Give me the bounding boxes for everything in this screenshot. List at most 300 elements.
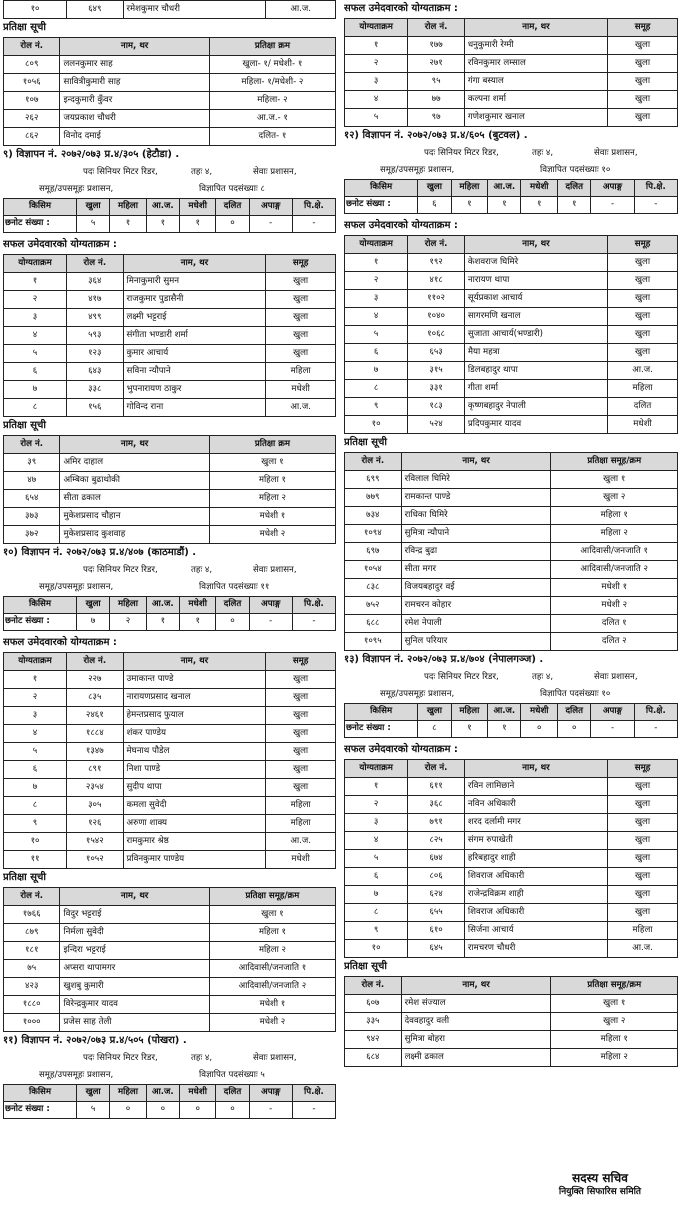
column-header: समूह bbox=[266, 255, 336, 273]
table-header-row bbox=[345, 760, 678, 778]
waiting-list-table bbox=[344, 976, 678, 1067]
column-header: खुला bbox=[418, 180, 451, 197]
table-cell: ४१७ bbox=[67, 291, 123, 309]
table-cell: ८३५ bbox=[67, 689, 123, 707]
table-cell: खुला bbox=[608, 254, 678, 272]
waiting-list-heading: प्रतिक्षा सूची bbox=[344, 437, 387, 448]
continued-row-table bbox=[3, 0, 336, 19]
waiting-list-heading: प्रतिक्षा सूची bbox=[344, 961, 387, 972]
table-cell: खुला bbox=[266, 707, 336, 725]
table-cell: ४ bbox=[345, 832, 408, 850]
column-header: किसिम bbox=[345, 180, 418, 197]
table-cell: १०५६ bbox=[4, 74, 60, 92]
table-cell: १८८४ bbox=[67, 725, 123, 743]
column-header: पि.क्षे. bbox=[292, 1085, 335, 1102]
column-header: आ.ज. bbox=[146, 199, 179, 216]
table-cell: ८७९ bbox=[4, 924, 60, 942]
post-details bbox=[3, 164, 336, 181]
table-cell: गीता शर्मा bbox=[464, 380, 607, 398]
signature-block bbox=[525, 1170, 675, 1199]
table-cell: - bbox=[292, 614, 335, 631]
table-cell: अम्बिका बुढाथोकी bbox=[60, 472, 209, 490]
table-cell: १९२ bbox=[408, 254, 465, 272]
table-cell: महिला- १/मधेशी- २ bbox=[209, 74, 335, 92]
table-row bbox=[345, 561, 678, 579]
table-cell: २ bbox=[345, 272, 408, 290]
table-cell: दलित- १ bbox=[209, 128, 335, 146]
table-cell: खुला bbox=[266, 671, 336, 689]
table-row bbox=[345, 1031, 678, 1049]
post-name: पदः सिनियर मिटर रिडर, bbox=[83, 565, 158, 575]
table-cell: खुला bbox=[608, 55, 678, 73]
table-cell: महिला २ bbox=[209, 490, 335, 508]
table-cell: खुला bbox=[608, 326, 678, 344]
column-header: नाम, थर bbox=[401, 977, 551, 995]
column-header: रोल नं. bbox=[4, 38, 60, 56]
table-row bbox=[345, 796, 678, 814]
table-row bbox=[4, 960, 336, 978]
table-cell: खुशबु कुमारी bbox=[60, 978, 209, 996]
table-cell: महिला १ bbox=[551, 507, 678, 525]
table-row bbox=[4, 996, 336, 1014]
table-cell: प्रजेस साह तेली bbox=[60, 1014, 209, 1032]
table-cell: खुला bbox=[266, 779, 336, 797]
group-details bbox=[3, 1067, 336, 1084]
table-cell: ७ bbox=[77, 614, 110, 631]
table-cell: आ.ज. bbox=[608, 940, 678, 958]
column-header: महिला bbox=[110, 597, 147, 614]
table-header-row bbox=[4, 199, 336, 216]
table-cell: ६७४ bbox=[408, 850, 465, 868]
table-cell: खुला bbox=[608, 850, 678, 868]
post-level: तहः ४, bbox=[191, 565, 213, 575]
table-row bbox=[4, 56, 336, 74]
table-cell: १ bbox=[488, 721, 521, 738]
column-header: आ.ज. bbox=[488, 180, 521, 197]
post-service: सेवाः प्रशासन, bbox=[594, 672, 638, 682]
signature-title: सदस्य सचिव bbox=[572, 1171, 628, 1185]
table-cell: ५ bbox=[345, 850, 408, 868]
table-cell: निर्मला सुवेदी bbox=[60, 924, 209, 942]
table-row bbox=[4, 345, 336, 363]
table-cell: खुला bbox=[608, 868, 678, 886]
column-header: महिला bbox=[451, 180, 488, 197]
table-cell: १ bbox=[179, 216, 216, 233]
column-header: किसिम bbox=[4, 199, 77, 216]
table-row bbox=[345, 344, 678, 362]
table-cell: १७७ bbox=[408, 37, 465, 55]
success-candidates-heading: सफल उमेदवारको योग्यताक्रम : bbox=[3, 239, 117, 250]
table-cell: राधिका घिमिरे bbox=[401, 507, 551, 525]
table-cell: ३६८ bbox=[408, 796, 465, 814]
table-row bbox=[345, 814, 678, 832]
table-cell: खुला bbox=[266, 309, 336, 327]
waiting-list-heading: प्रतिक्षा सूची bbox=[3, 22, 46, 33]
column-header: अपाङ्ग bbox=[591, 180, 634, 197]
table-row bbox=[345, 832, 678, 850]
column-header: प्रतिक्षा क्रम bbox=[209, 38, 335, 56]
table-cell: हेमन्तप्रसाद फुयाल bbox=[123, 707, 266, 725]
table-cell: सुनिल परियार bbox=[401, 633, 551, 651]
table-cell: १ bbox=[146, 216, 179, 233]
table-cell: आदिवासी/जनजाति १ bbox=[551, 543, 678, 561]
column-header: समूह bbox=[266, 653, 336, 671]
table-cell: खुला bbox=[266, 689, 336, 707]
success-list-table bbox=[3, 254, 336, 417]
table-cell: ७ bbox=[345, 886, 408, 904]
waiting-list-table bbox=[3, 37, 336, 146]
table-cell: केशवराज घिमिरे bbox=[464, 254, 607, 272]
table-cell: ६९७ bbox=[345, 543, 402, 561]
table-header-row bbox=[4, 255, 336, 273]
table-cell: १ bbox=[345, 254, 408, 272]
table-row bbox=[4, 309, 336, 327]
table-cell: २४६१ bbox=[67, 707, 123, 725]
table-cell: छनोट संख्या : bbox=[345, 721, 418, 738]
column-header: योग्यताक्रम bbox=[345, 19, 408, 37]
table-cell: महिला bbox=[266, 815, 336, 833]
table-cell: ३६४ bbox=[67, 273, 123, 291]
table-cell: गोविन्द राना bbox=[123, 399, 266, 417]
table-cell: ३ bbox=[345, 290, 408, 308]
table-row bbox=[4, 74, 336, 92]
table-cell: ८ bbox=[4, 797, 67, 815]
column-header: नाम, थर bbox=[60, 436, 209, 454]
table-cell: प्रविनकुमार पाण्डेय bbox=[123, 851, 266, 869]
table-row bbox=[4, 851, 336, 869]
table-cell: मधेशी २ bbox=[209, 1014, 335, 1032]
table-row bbox=[4, 797, 336, 815]
table-row bbox=[4, 399, 336, 417]
table-cell: ७ bbox=[4, 779, 67, 797]
table-cell: धनुकुमारी रेग्मी bbox=[464, 37, 607, 55]
table-cell: ८९१ bbox=[67, 761, 123, 779]
column-header: अपाङ्ग bbox=[249, 1085, 292, 1102]
table-cell: ५ bbox=[4, 743, 67, 761]
table-cell: महिला bbox=[266, 363, 336, 381]
table-cell: महिला २ bbox=[551, 1049, 678, 1067]
table-cell: २३५४ bbox=[67, 779, 123, 797]
post-service: सेवाः प्रशासन, bbox=[253, 565, 297, 575]
advertisement-heading: १३) विज्ञापन नं. २०७२/०७३ प्र.४/७०४ (नेपालगञ्ज) . bbox=[344, 654, 544, 665]
table-cell: १८१ bbox=[4, 942, 60, 960]
table-cell: १० bbox=[4, 1, 67, 19]
advertisement-heading: १२) विज्ञापन नं. २०७२/०७३ प्र.४/६०५ (बुटवल) . bbox=[344, 130, 528, 141]
table-cell: महिला २ bbox=[209, 942, 335, 960]
table-cell: छनोट संख्या : bbox=[345, 197, 418, 214]
table-cell: रामचरन कोहार bbox=[401, 597, 551, 615]
table-row bbox=[345, 633, 678, 651]
post-details bbox=[3, 562, 336, 579]
table-cell: २ bbox=[4, 291, 67, 309]
table-cell: मेघनाथ पौडेल bbox=[123, 743, 266, 761]
table-row bbox=[4, 472, 336, 490]
column-header: खुला bbox=[418, 704, 451, 721]
table-row bbox=[345, 922, 678, 940]
table-cell: खुला bbox=[608, 308, 678, 326]
table-row bbox=[4, 1014, 336, 1032]
table-cell: खुला bbox=[608, 344, 678, 362]
table-row bbox=[345, 597, 678, 615]
selection-summary-table bbox=[3, 198, 336, 233]
table-cell: ३३५ bbox=[345, 1013, 402, 1031]
table-cell: देववहादुर वली bbox=[401, 1013, 551, 1031]
table-cell: सीता मगर bbox=[401, 561, 551, 579]
table-cell: शिवराज अधिकारी bbox=[464, 904, 607, 922]
table-cell: सुजाता आचार्य(भण्डारी) bbox=[464, 326, 607, 344]
table-cell: शरद दर्लामी मगर bbox=[464, 814, 607, 832]
column-header: योग्यताक्रम bbox=[345, 236, 408, 254]
table-row bbox=[345, 721, 678, 738]
table-cell: ७९१ bbox=[408, 814, 465, 832]
table-row bbox=[345, 109, 678, 127]
selection-summary-table bbox=[3, 1084, 336, 1119]
table-row bbox=[345, 525, 678, 543]
table-cell: ६११ bbox=[408, 778, 465, 796]
column-header: रोल नं. bbox=[345, 453, 402, 471]
table-cell: १८३ bbox=[408, 398, 465, 416]
table-cell: आ.ज.- १ bbox=[209, 110, 335, 128]
table-cell: ८०६ bbox=[408, 868, 465, 886]
table-cell: महिला- २ bbox=[209, 92, 335, 110]
success-list-table bbox=[344, 18, 678, 127]
column-header: समूह bbox=[608, 760, 678, 778]
table-cell: ३७३ bbox=[4, 508, 60, 526]
table-cell: १० bbox=[345, 416, 408, 434]
column-header: दलित bbox=[216, 1085, 249, 1102]
post-group: समूह/उपसमूहः प्रशासन, bbox=[39, 1070, 114, 1080]
table-cell: रविनकुमार लम्साल bbox=[464, 55, 607, 73]
table-cell: खुला bbox=[608, 832, 678, 850]
table-cell: १०५४ bbox=[345, 561, 402, 579]
table-row bbox=[345, 416, 678, 434]
success-candidates-heading: सफल उमेदवारको योग्यताक्रम : bbox=[344, 220, 458, 231]
table-cell: लक्ष्मी ढकाल bbox=[401, 1049, 551, 1067]
selection-summary-table bbox=[344, 703, 678, 738]
table-cell: १ bbox=[345, 778, 408, 796]
column-header: समूह bbox=[608, 236, 678, 254]
table-cell: सुदीप थापा bbox=[123, 779, 266, 797]
table-cell: संगम रुपाखेती bbox=[464, 832, 607, 850]
table-cell: ६ bbox=[4, 761, 67, 779]
table-row bbox=[4, 291, 336, 309]
table-cell: इन्दकुमारी कुँवर bbox=[60, 92, 209, 110]
table-cell: १०९५ bbox=[345, 633, 402, 651]
table-cell: ६५३ bbox=[408, 344, 465, 362]
post-service: सेवाः प्रशासन, bbox=[253, 167, 297, 177]
table-cell: खुला bbox=[608, 796, 678, 814]
column-header: आ.ज. bbox=[146, 1085, 179, 1102]
table-cell: ० bbox=[110, 1102, 147, 1119]
table-row bbox=[345, 326, 678, 344]
table-cell: सूर्यप्रकाश आचार्य bbox=[464, 290, 607, 308]
table-cell: शिवराज अधिकारी bbox=[464, 868, 607, 886]
post-name: पदः सिनियर मिटर रिडर, bbox=[424, 672, 499, 682]
table-cell: - bbox=[591, 721, 634, 738]
table-cell: ६२४ bbox=[408, 886, 465, 904]
table-cell: १७६६ bbox=[4, 906, 60, 924]
column-header: रोल नं. bbox=[408, 236, 465, 254]
table-header-row bbox=[4, 597, 336, 614]
table-cell: रामकान्त पाण्डे bbox=[401, 489, 551, 507]
column-header: अपाङ्ग bbox=[249, 199, 292, 216]
table-cell: खुला bbox=[266, 291, 336, 309]
table-cell: सुमित्रा बोहरा bbox=[401, 1031, 551, 1049]
column-header: दलित bbox=[216, 597, 249, 614]
table-cell: खुला bbox=[608, 886, 678, 904]
table-cell: ५२४ bbox=[408, 416, 465, 434]
table-cell: मधेशी १ bbox=[209, 996, 335, 1014]
table-cell: महिला bbox=[266, 797, 336, 815]
table-cell: राजेन्द्रविक्रम शाही bbox=[464, 886, 607, 904]
table-cell: १ bbox=[558, 197, 591, 214]
post-level: तहः ४, bbox=[191, 167, 213, 177]
post-name: पदः सिनियर मिटर रिडर, bbox=[83, 1053, 158, 1063]
table-cell: १२६ bbox=[67, 815, 123, 833]
table-cell: दलित bbox=[608, 398, 678, 416]
table-cell: मिनाकुमारी सुमन bbox=[123, 273, 266, 291]
column-header: दलित bbox=[558, 180, 591, 197]
table-row bbox=[4, 363, 336, 381]
table-cell: खुला bbox=[608, 37, 678, 55]
column-header: योग्यताक्रम bbox=[4, 653, 67, 671]
table-cell: रविन्द्र बुढा bbox=[401, 543, 551, 561]
table-cell: ६८८ bbox=[345, 615, 402, 633]
table-row bbox=[345, 362, 678, 380]
table-cell: - bbox=[292, 216, 335, 233]
table-cell: ८३८ bbox=[345, 579, 402, 597]
post-vacancy: विज्ञापित पदसंख्याः १० bbox=[540, 689, 611, 699]
table-cell: ६४३ bbox=[67, 363, 123, 381]
table-cell: २ bbox=[345, 796, 408, 814]
table-cell: रविलाल घिमिरे bbox=[401, 471, 551, 489]
table-cell: विरेन्द्रकुमार यादव bbox=[60, 996, 209, 1014]
column-header: खुला bbox=[77, 597, 110, 614]
table-header-row bbox=[345, 977, 678, 995]
table-cell: छनोट संख्या : bbox=[4, 614, 77, 631]
post-level: तहः ४, bbox=[532, 148, 554, 158]
table-cell: ५९३ bbox=[67, 327, 123, 345]
table-cell: सागरमणि खनाल bbox=[464, 308, 607, 326]
table-cell: मधेशी १ bbox=[551, 579, 678, 597]
group-details bbox=[3, 579, 336, 596]
table-row bbox=[345, 886, 678, 904]
table-cell: ६८४ bbox=[345, 1049, 402, 1067]
column-header: रोल नं. bbox=[67, 255, 123, 273]
success-candidates-heading: सफल उमेदवारको योग्यताक्रम : bbox=[3, 637, 117, 648]
table-row bbox=[4, 508, 336, 526]
table-cell: खुला bbox=[266, 327, 336, 345]
column-header: खुला bbox=[77, 1085, 110, 1102]
table-cell: १० bbox=[4, 833, 67, 851]
table-cell: मैया महत्रा bbox=[464, 344, 607, 362]
group-details bbox=[344, 686, 678, 703]
table-cell: मुकेशप्रसाद चौहान bbox=[60, 508, 209, 526]
table-header-row bbox=[4, 653, 336, 671]
table-cell: १ bbox=[345, 37, 408, 55]
table-row bbox=[345, 471, 678, 489]
table-cell: खुला bbox=[266, 273, 336, 291]
table-row bbox=[345, 290, 678, 308]
table-row bbox=[345, 995, 678, 1013]
table-cell: ३ bbox=[345, 73, 408, 91]
post-vacancy: विज्ञापित पदसंख्याः १० bbox=[540, 165, 611, 175]
table-cell: १० bbox=[345, 940, 408, 958]
table-cell: सीता ढकाल bbox=[60, 490, 209, 508]
column-header: आ.ज. bbox=[146, 597, 179, 614]
table-cell: ४ bbox=[4, 327, 67, 345]
success-list-table bbox=[344, 235, 678, 434]
table-cell: १०७ bbox=[4, 92, 60, 110]
column-header: आ.ज. bbox=[488, 704, 521, 721]
table-row bbox=[4, 92, 336, 110]
table-cell: ४९९ bbox=[67, 309, 123, 327]
table-cell: ११०२ bbox=[408, 290, 465, 308]
table-cell: १५४२ bbox=[67, 833, 123, 851]
table-cell: आ.ज. bbox=[266, 833, 336, 851]
table-cell: दलित २ bbox=[551, 633, 678, 651]
post-level: तहः ४, bbox=[191, 1053, 213, 1063]
table-cell: - bbox=[249, 614, 292, 631]
table-row bbox=[4, 906, 336, 924]
column-header: अपाङ्ग bbox=[249, 597, 292, 614]
column-header: रोल नं. bbox=[408, 19, 465, 37]
table-header-row bbox=[4, 1085, 336, 1102]
table-cell: मधेशी १ bbox=[209, 508, 335, 526]
column-header: दलित bbox=[216, 199, 249, 216]
table-cell: खुला १ bbox=[209, 454, 335, 472]
column-header: मधेशी bbox=[521, 704, 558, 721]
table-row bbox=[345, 91, 678, 109]
table-cell: नारायण थापा bbox=[464, 272, 607, 290]
table-cell: ० bbox=[146, 1102, 179, 1119]
table-row bbox=[345, 489, 678, 507]
table-cell: मधेशी २ bbox=[551, 597, 678, 615]
waiting-list-table bbox=[344, 452, 678, 651]
table-cell: २७१ bbox=[408, 55, 465, 73]
table-cell: मधेशी bbox=[266, 381, 336, 399]
table-cell: ७७ bbox=[408, 91, 465, 109]
table-cell: १ bbox=[451, 721, 488, 738]
table-row bbox=[4, 833, 336, 851]
waiting-list-heading: प्रतिक्षा सूची bbox=[3, 420, 46, 431]
table-cell: ९५ bbox=[408, 73, 465, 91]
table-cell: १२३ bbox=[67, 345, 123, 363]
column-header: मधेशी bbox=[179, 597, 216, 614]
table-cell: ६ bbox=[345, 344, 408, 362]
table-cell: खुला १ bbox=[551, 471, 678, 489]
table-cell: ९७ bbox=[408, 109, 465, 127]
table-cell: १ bbox=[179, 614, 216, 631]
success-candidates-heading: सफल उमेदवारको योग्यताक्रम : bbox=[344, 744, 458, 755]
success-candidates-heading: सफल उमेदवारको योग्यताक्रम : bbox=[344, 3, 458, 14]
table-cell: ५ bbox=[345, 326, 408, 344]
table-row bbox=[345, 308, 678, 326]
table-cell: ९ bbox=[4, 815, 67, 833]
table-cell: ८ bbox=[345, 904, 408, 922]
table-cell: ५ bbox=[345, 109, 408, 127]
table-cell: ० bbox=[216, 1102, 249, 1119]
table-cell: खुला bbox=[608, 814, 678, 832]
table-cell: कुमार आचार्य bbox=[123, 345, 266, 363]
column-header: दलित bbox=[558, 704, 591, 721]
right-column bbox=[344, 0, 678, 1067]
table-cell: ६१० bbox=[408, 922, 465, 940]
table-cell: ४ bbox=[345, 91, 408, 109]
table-cell: खुला bbox=[608, 91, 678, 109]
column-header: रोल नं. bbox=[345, 977, 402, 995]
table-row bbox=[4, 526, 336, 544]
